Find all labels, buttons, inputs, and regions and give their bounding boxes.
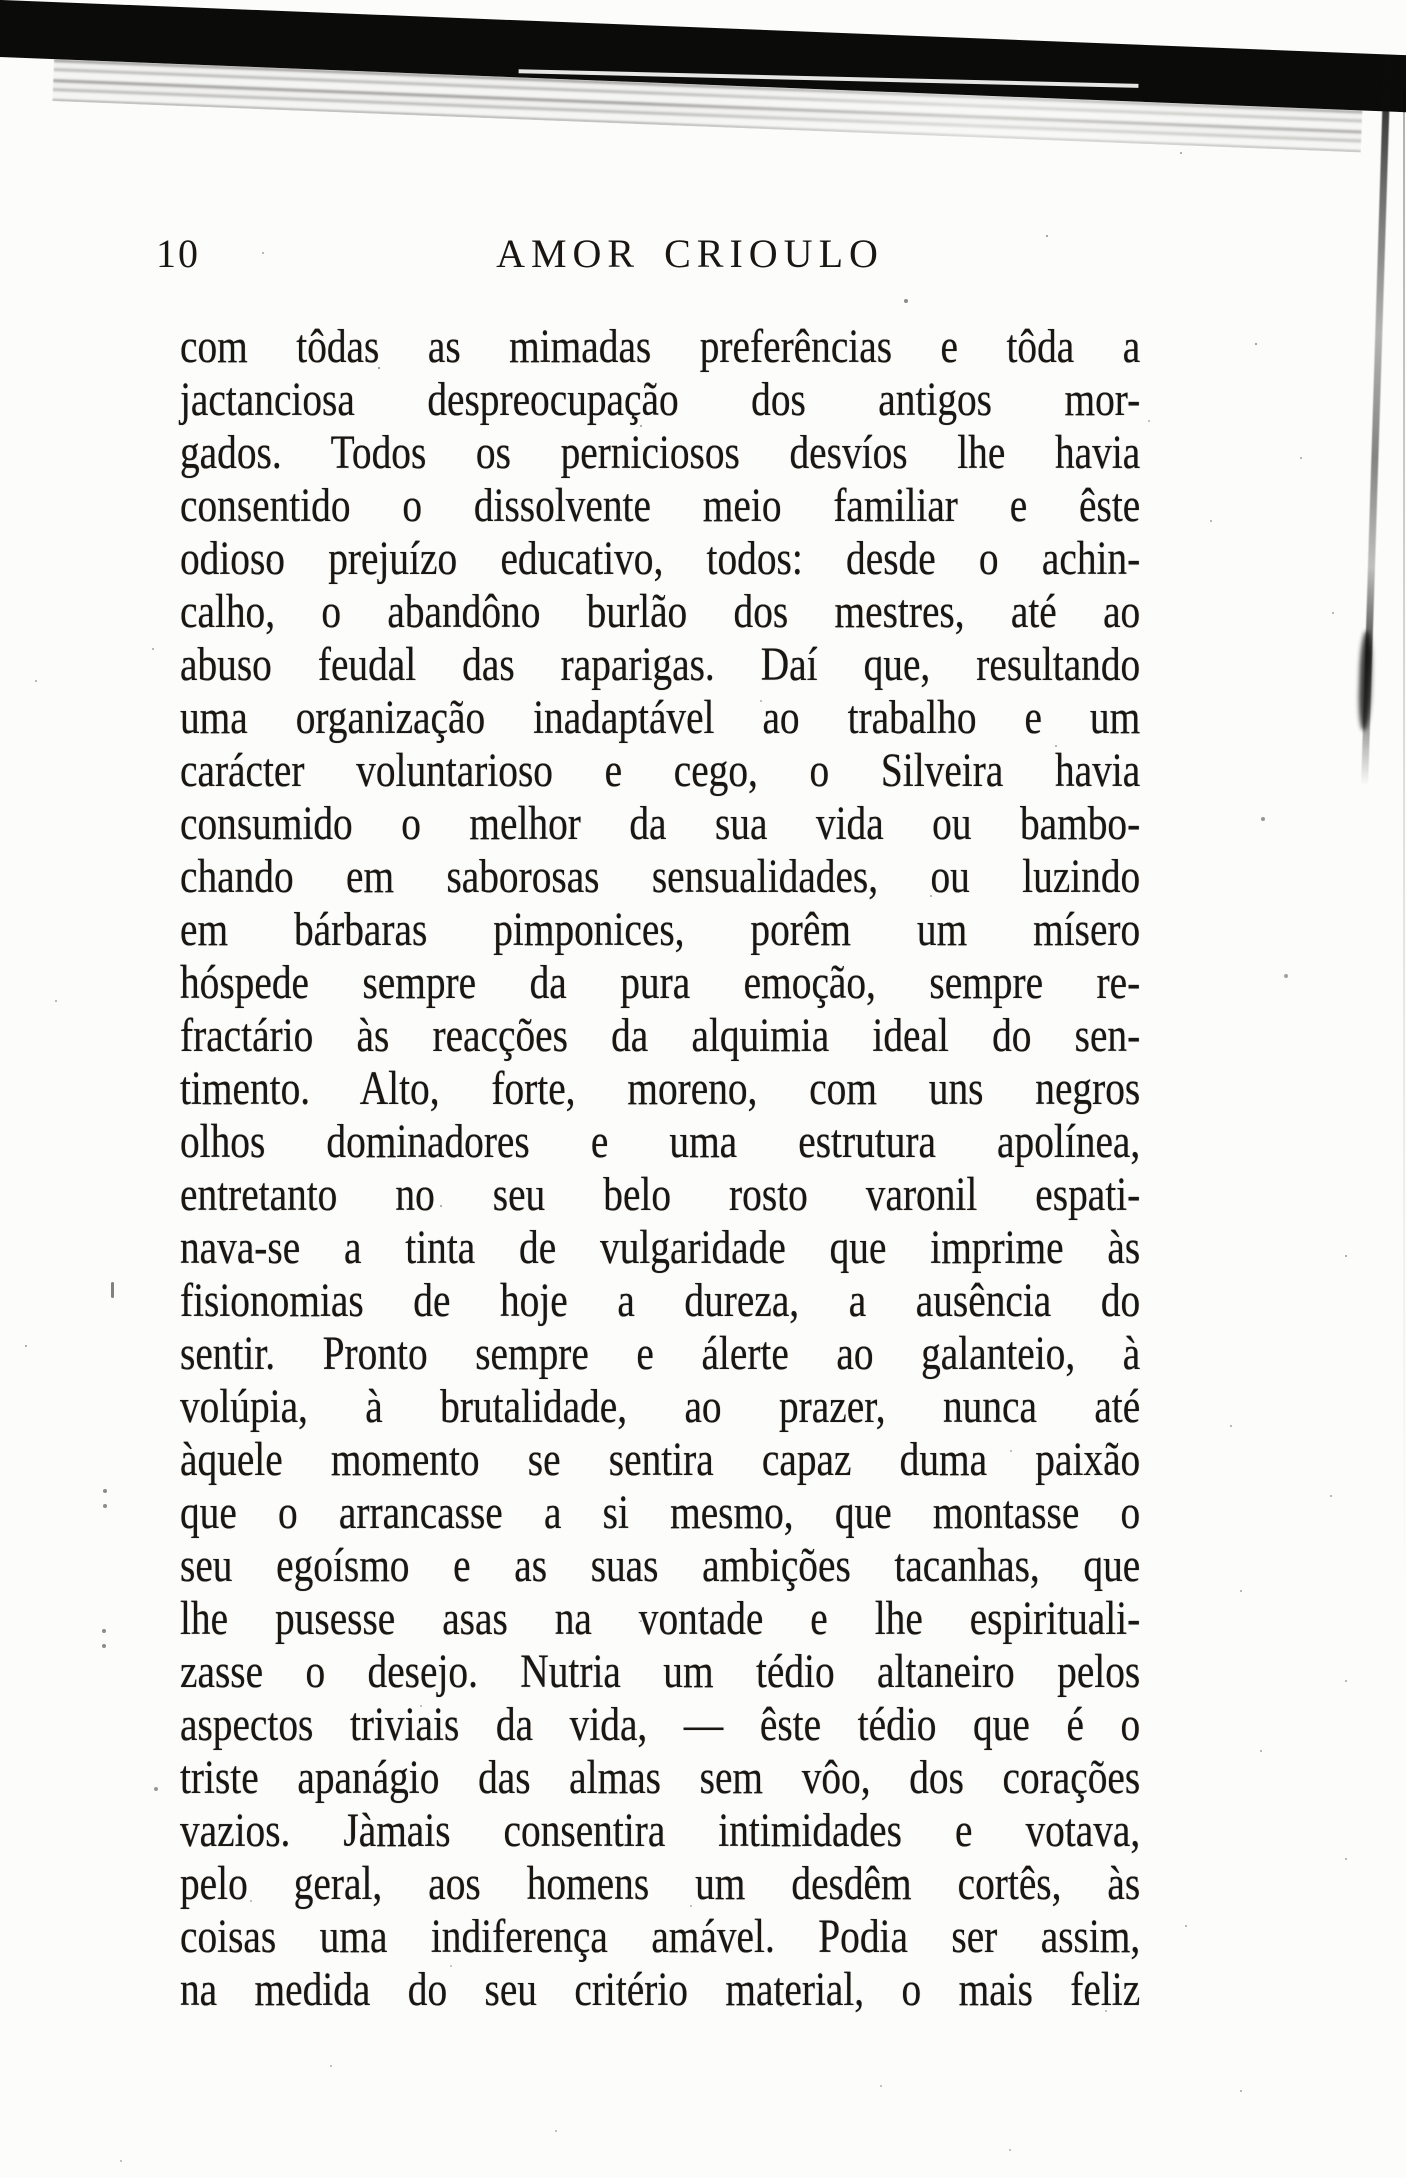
- text-line: jactanciosa despreocupação dos antigos mor-: [180, 373, 1141, 426]
- text-line: aspectos triviais da vida, — êste tédio que é o: [180, 1698, 1141, 1751]
- text-line: zasse o desejo. Nutria um tédio altaneiro pelos: [180, 1645, 1141, 1698]
- scan-artifact-right-streak: [1361, 56, 1391, 786]
- text-line: olhos dominadores e uma estrutura apolínea,: [180, 1115, 1141, 1168]
- text-line: carácter voluntarioso e cego, o Silveira havia: [180, 744, 1141, 797]
- text-line: entretanto no seu belo rosto varonil espati-: [180, 1168, 1141, 1221]
- scan-noise-specks: [0, 0, 2, 2]
- page-header: [156, 231, 1140, 278]
- text-line: na medida do seu critério material, o mais feliz: [180, 1963, 1141, 2016]
- text-line: abuso feudal das raparigas. Daí que, resultando: [180, 638, 1141, 691]
- text-line: hóspede sempre da pura emoção, sempre re-: [180, 956, 1141, 1009]
- scan-artifact-page-edge: [1403, 90, 1405, 1590]
- text-line: consumido o melhor da sua vida ou bambo-: [180, 797, 1141, 850]
- text-line: em bárbaras pimponices, porêm um mísero: [180, 903, 1141, 956]
- text-line: calho, o abandôno burlão dos mestres, até ao: [180, 585, 1141, 638]
- text-line: volúpia, à brutalidade, ao prazer, nunca até: [180, 1380, 1141, 1433]
- text-line: odioso prejuízo educativo, todos: desde o achin-: [180, 532, 1141, 585]
- text-line: fisionomias de hoje a dureza, a ausência do: [180, 1274, 1141, 1327]
- text-line: que o arrancasse a si mesmo, que montasse o: [180, 1486, 1141, 1539]
- text-line: uma organização inadaptável ao trabalho e um: [180, 691, 1141, 744]
- scan-artifact-top-band: [0, 0, 1406, 114]
- text-line: coisas uma indiferença amável. Podia ser assim,: [180, 1910, 1141, 1963]
- text-line: pelo geral, aos homens um desdêm cortês, às: [180, 1857, 1141, 1910]
- text-line: sentir. Pronto sempre e álerte ao galanteio, à: [180, 1327, 1141, 1380]
- scan-artifact-margin-mark: [111, 1282, 114, 1298]
- text-line: nava-se a tinta de vulgaridade que imprime às: [180, 1221, 1141, 1274]
- text-line: fractário às reacções da alquimia ideal do sen-: [180, 1009, 1141, 1062]
- running-title: AMOR CRIOULO: [496, 231, 884, 276]
- text-line: lhe pusesse asas na vontade e lhe espirituali-: [180, 1592, 1141, 1645]
- text-line: triste apanágio das almas sem vôo, dos corações: [180, 1751, 1141, 1804]
- text-line: com tôdas as mimadas preferências e tôda a: [180, 320, 1141, 373]
- text-line: àquele momento se sentira capaz duma paixão: [180, 1433, 1141, 1486]
- text-line: consentido o dissolvente meio familiar e êste: [180, 479, 1141, 532]
- text-line: vazios. Jàmais consentira intimidades e votava,: [180, 1804, 1141, 1857]
- text-line: seu egoísmo e as suas ambições tacanhas, que: [180, 1539, 1141, 1592]
- text-line: gados. Todos os perniciosos desvíos lhe havia: [180, 426, 1141, 479]
- text-line: chando em saborosas sensualidades, ou luzindo: [180, 850, 1141, 903]
- page-body-text: [180, 320, 1140, 2016]
- page-number: 10: [156, 231, 200, 276]
- text-line: timento. Alto, forte, moreno, com uns negros: [180, 1062, 1141, 1115]
